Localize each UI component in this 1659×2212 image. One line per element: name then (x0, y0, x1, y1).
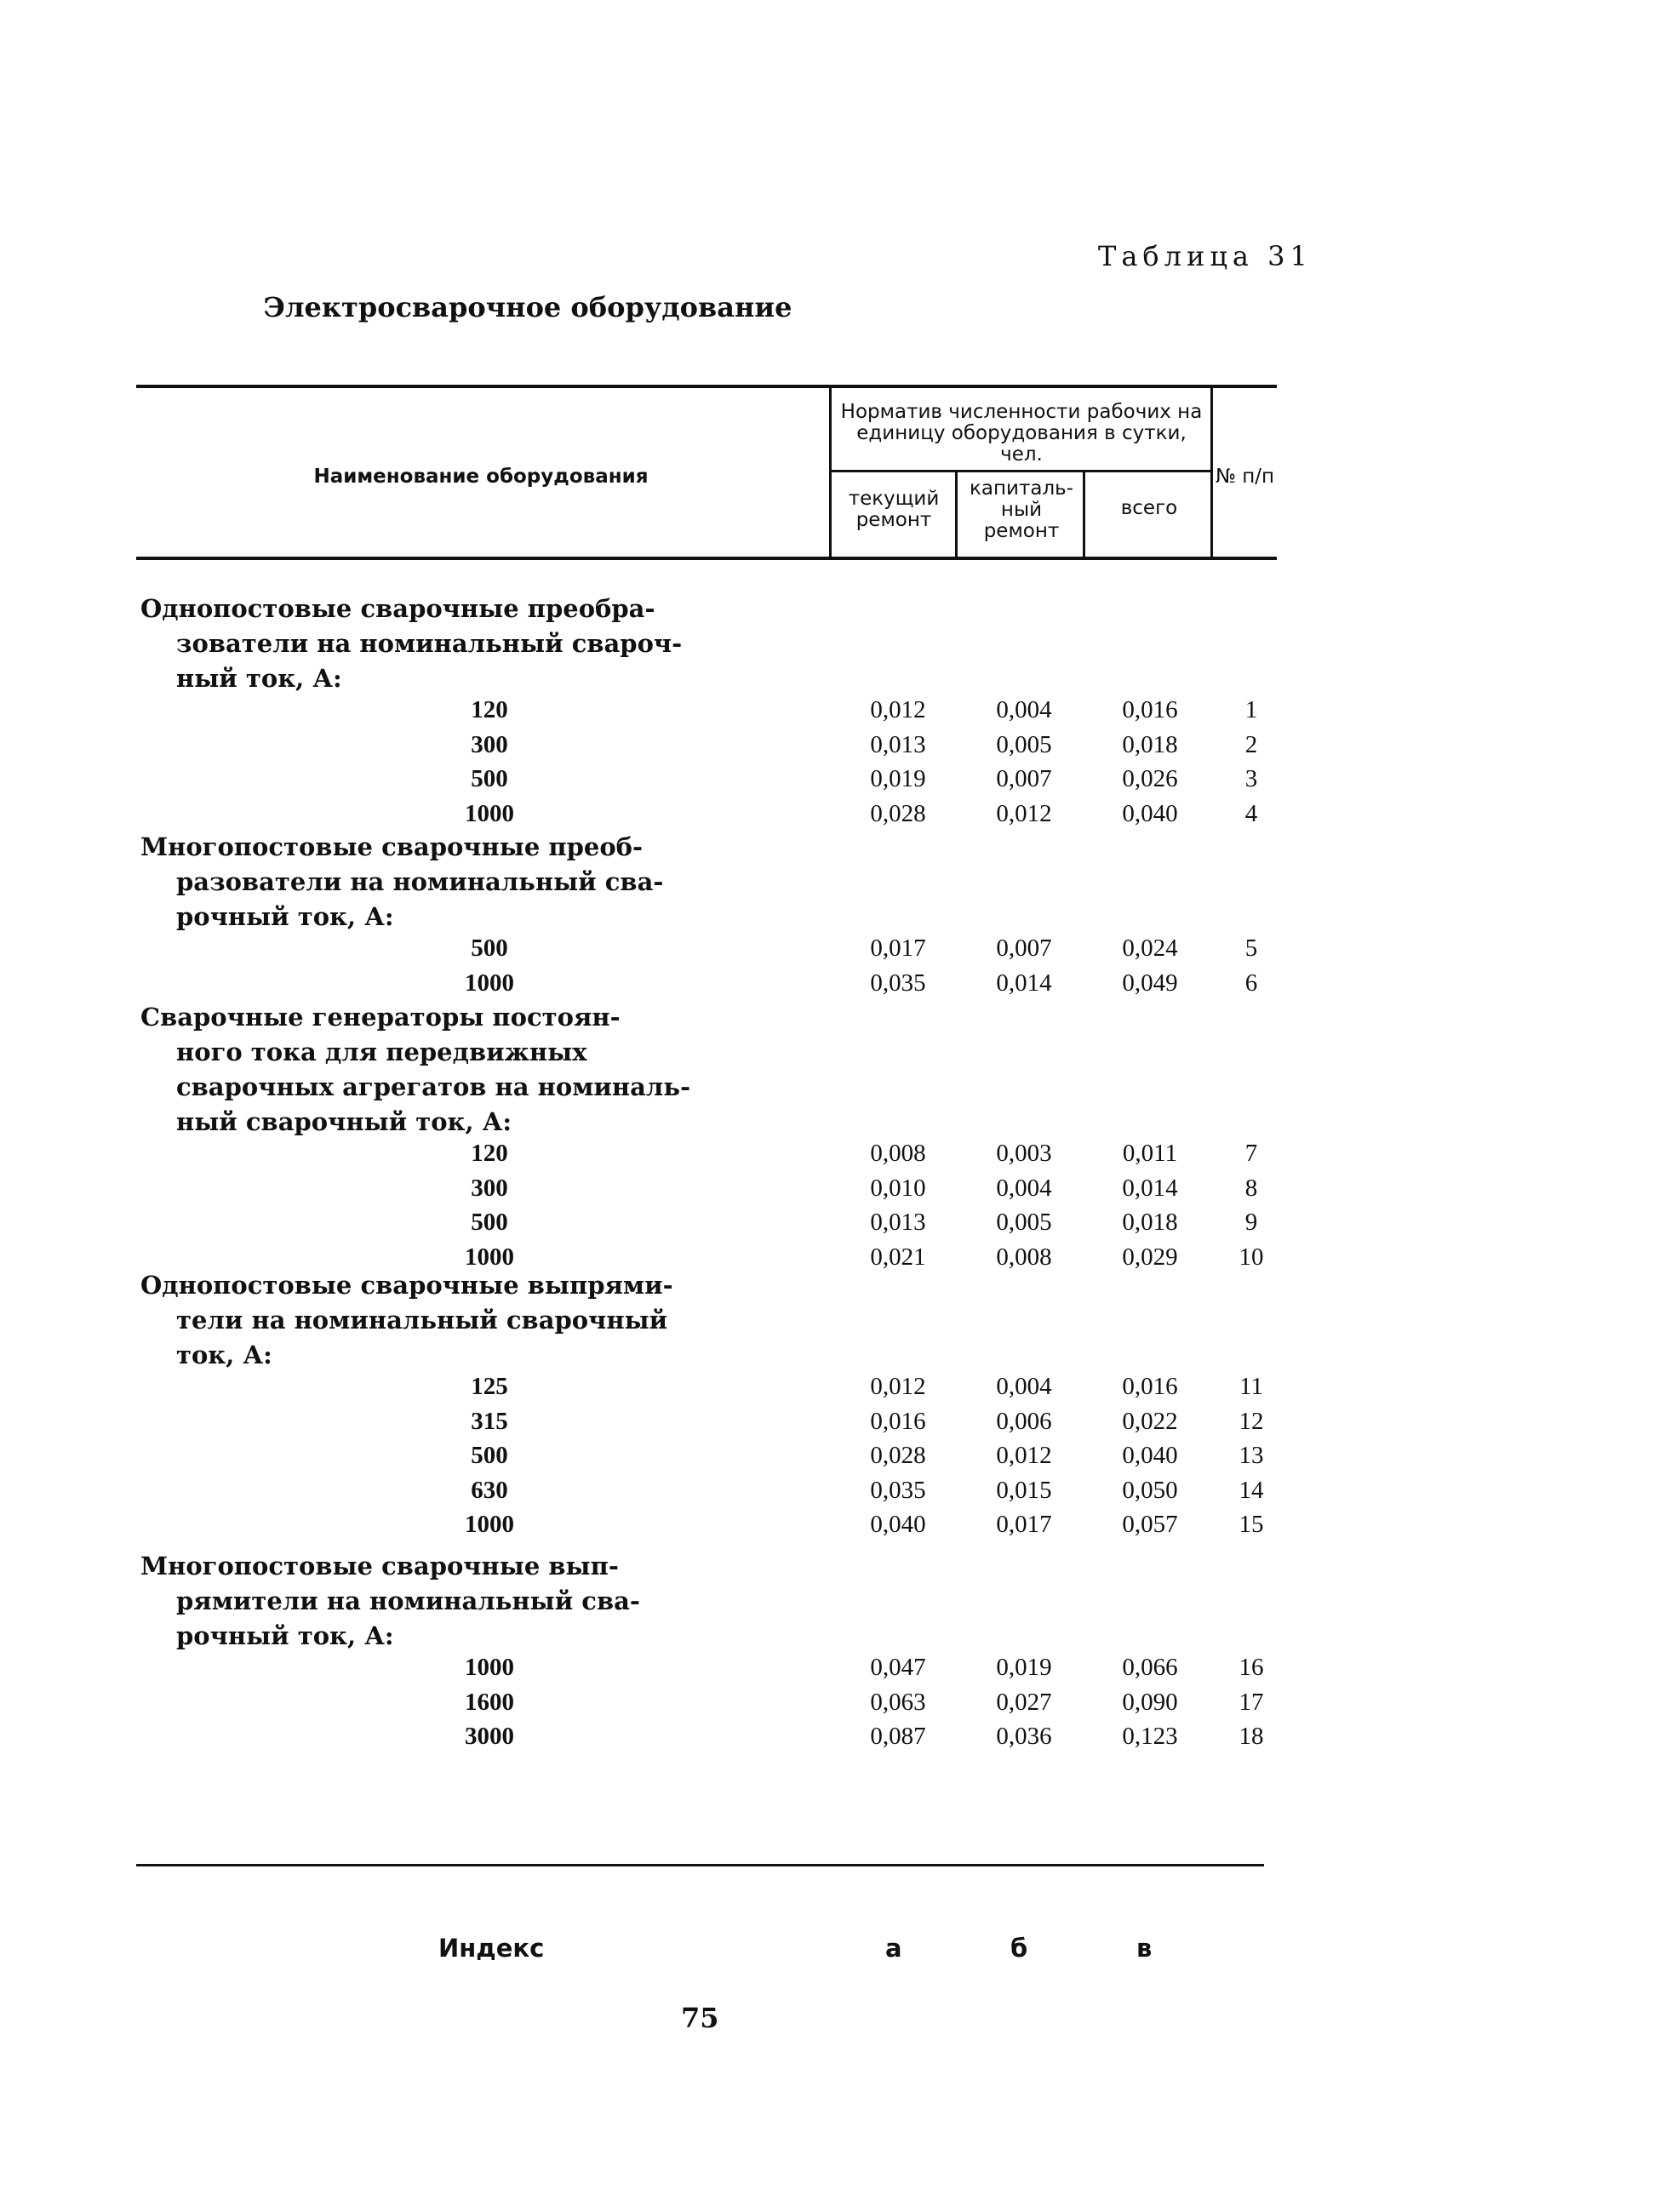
page-title: Электросварочное оборудование (263, 291, 792, 323)
header-mid-rule (830, 470, 1213, 472)
current-repair-value: 0,040 (870, 1511, 926, 1538)
row-number: 16 (1239, 1654, 1264, 1681)
total-value: 0,040 (1122, 1442, 1178, 1469)
group-heading-line: сварочных агрегатов на номиналь- (176, 1072, 691, 1101)
current-rating: 630 (471, 1476, 508, 1504)
total-value: 0,040 (1122, 799, 1178, 827)
row-number: 10 (1239, 1243, 1264, 1271)
current-repair-value: 0,028 (870, 799, 926, 827)
table-row (0, 765, 1659, 799)
group-heading (140, 1549, 640, 1654)
row-number: 11 (1239, 1373, 1263, 1400)
current-rating: 1000 (465, 1511, 514, 1538)
row-number: 6 (1244, 969, 1258, 997)
group-heading-line: Многопостовые сварочные вып- (140, 1552, 619, 1580)
index-b: б (1010, 1934, 1028, 1963)
current-rating: 300 (471, 730, 508, 758)
table-row (0, 731, 1659, 765)
current-repair-value: 0,021 (870, 1243, 926, 1271)
current-rating: 1000 (465, 1243, 514, 1271)
header-divider (829, 385, 832, 558)
total-value: 0,018 (1122, 1209, 1178, 1236)
current-repair-value: 0,016 (870, 1407, 926, 1435)
current-repair-value: 0,019 (870, 765, 926, 792)
capital-repair-value: 0,036 (996, 1723, 1052, 1750)
current-rating: 1000 (465, 799, 514, 827)
capital-repair-value: 0,008 (996, 1243, 1052, 1271)
column-header-name: Наименование оборудования (313, 466, 649, 488)
table-row (0, 1140, 1659, 1174)
table-row (0, 1723, 1659, 1757)
row-number: 2 (1244, 730, 1258, 758)
total-value: 0,050 (1122, 1476, 1178, 1504)
total-value: 0,018 (1122, 730, 1178, 758)
row-number: 4 (1244, 799, 1258, 827)
row-number: 13 (1239, 1442, 1264, 1469)
current-repair-value: 0,012 (870, 1373, 926, 1400)
current-repair-value: 0,012 (870, 696, 926, 723)
group-heading-line: Однопостовые сварочные выпрями- (140, 1271, 673, 1300)
capital-repair-value: 0,015 (996, 1476, 1052, 1504)
capital-repair-value: 0,004 (996, 1174, 1052, 1202)
current-repair-value: 0,028 (870, 1442, 926, 1469)
header-bottom-rule (136, 557, 1277, 560)
table-row (0, 1408, 1659, 1442)
current-repair-value: 0,008 (870, 1140, 926, 1167)
total-value: 0,090 (1122, 1688, 1178, 1716)
current-repair-value: 0,013 (870, 1209, 926, 1236)
total-value: 0,049 (1122, 969, 1178, 997)
row-number: 5 (1244, 935, 1258, 962)
group-heading (140, 1000, 691, 1140)
total-value: 0,057 (1122, 1511, 1178, 1538)
group-heading-line: ного тока для передвижных (176, 1037, 587, 1066)
row-number: 14 (1239, 1476, 1264, 1504)
total-value: 0,022 (1122, 1407, 1178, 1435)
table-row (0, 1689, 1659, 1723)
group-heading-line: Сварочные генераторы постоян- (140, 1003, 621, 1032)
capital-repair-value: 0,005 (996, 730, 1052, 758)
total-value: 0,016 (1122, 696, 1178, 723)
table-row (0, 1209, 1659, 1243)
row-number: 3 (1244, 765, 1258, 792)
total-value: 0,014 (1122, 1174, 1178, 1202)
current-rating: 315 (471, 1407, 508, 1435)
row-number: 1 (1244, 696, 1258, 723)
column-header-number: № п/п (1215, 466, 1275, 488)
current-rating: 1000 (465, 969, 514, 997)
row-number: 8 (1244, 1174, 1258, 1202)
capital-repair-value: 0,005 (996, 1209, 1052, 1236)
table-row (0, 1373, 1659, 1407)
current-repair-value: 0,063 (870, 1688, 926, 1716)
capital-repair-value: 0,027 (996, 1688, 1052, 1716)
current-rating: 120 (471, 1140, 508, 1167)
current-repair-value: 0,017 (870, 935, 926, 962)
table-label: Таблица 31 (1098, 240, 1313, 272)
index-c: в (1136, 1934, 1153, 1963)
total-value: 0,123 (1122, 1723, 1178, 1750)
table-row (0, 969, 1659, 1003)
current-rating: 1600 (465, 1688, 514, 1716)
current-repair-value: 0,010 (870, 1174, 926, 1202)
capital-repair-value: 0,012 (996, 1442, 1052, 1469)
capital-repair-value: 0,007 (996, 935, 1052, 962)
current-rating: 3000 (465, 1723, 514, 1750)
group-heading-line: Многопостовые сварочные преоб- (140, 832, 644, 861)
column-header-total: всего (1120, 497, 1178, 519)
total-value: 0,029 (1122, 1243, 1178, 1271)
capital-repair-value: 0,019 (996, 1654, 1052, 1681)
group-heading (140, 1268, 673, 1373)
group-heading-line: ный ток, А: (176, 664, 342, 693)
current-rating: 125 (471, 1373, 508, 1400)
table-row (0, 935, 1659, 969)
total-value: 0,026 (1122, 765, 1178, 792)
row-number: 7 (1244, 1140, 1258, 1167)
table-row (0, 800, 1659, 834)
capital-repair-value: 0,004 (996, 696, 1052, 723)
total-value: 0,016 (1122, 1373, 1178, 1400)
row-number: 17 (1239, 1688, 1264, 1716)
current-rating: 500 (471, 1209, 508, 1236)
current-repair-value: 0,013 (870, 730, 926, 758)
group-heading (140, 830, 664, 935)
group-heading (140, 592, 683, 696)
group-heading-line: зователи на номинальный свароч- (176, 629, 683, 658)
table-row (0, 1175, 1659, 1209)
column-header-norm: Норматив численности рабочих на единицу оборудования в сутки, чел. (840, 401, 1203, 466)
index-label: Индекс (438, 1934, 545, 1963)
current-repair-value: 0,047 (870, 1654, 926, 1681)
current-rating: 500 (471, 765, 508, 792)
group-heading-line: рочный ток, А: (176, 902, 394, 931)
table-row (0, 1477, 1659, 1511)
table-end-rule (136, 1864, 1264, 1866)
current-rating: 120 (471, 696, 508, 723)
total-value: 0,024 (1122, 935, 1178, 962)
table-row (0, 1442, 1659, 1476)
current-rating: 1000 (465, 1654, 514, 1681)
row-number: 12 (1239, 1407, 1264, 1435)
total-value: 0,066 (1122, 1654, 1178, 1681)
page-number: 75 (681, 2002, 719, 2034)
group-heading-line: рямители на номинальный сва- (176, 1586, 640, 1615)
header-divider (1083, 471, 1085, 558)
group-heading-line: ток, А: (176, 1340, 272, 1369)
capital-repair-value: 0,004 (996, 1373, 1052, 1400)
capital-repair-value: 0,006 (996, 1407, 1052, 1435)
header-top-rule (136, 385, 1277, 388)
current-repair-value: 0,035 (870, 1476, 926, 1504)
capital-repair-value: 0,017 (996, 1511, 1052, 1538)
current-repair-value: 0,035 (870, 969, 926, 997)
current-rating: 500 (471, 1442, 508, 1469)
group-heading-line: тели на номинальный сварочный (176, 1306, 668, 1335)
total-value: 0,011 (1122, 1140, 1178, 1167)
index-a: а (885, 1934, 902, 1963)
column-header-current: текущий ремонт (848, 488, 940, 531)
row-number: 18 (1239, 1723, 1264, 1750)
current-rating: 300 (471, 1174, 508, 1202)
group-heading-line: ный сварочный ток, А: (176, 1107, 512, 1136)
header-divider (955, 471, 958, 558)
group-heading-line: разователи на номинальный сва- (176, 867, 664, 896)
capital-repair-value: 0,007 (996, 765, 1052, 792)
capital-repair-value: 0,003 (996, 1140, 1052, 1167)
current-repair-value: 0,087 (870, 1723, 926, 1750)
group-heading-line: Однопостовые сварочные преобра- (140, 594, 655, 623)
row-number: 9 (1244, 1209, 1258, 1236)
column-header-capital: капиталь- ный ремонт (969, 477, 1074, 542)
capital-repair-value: 0,012 (996, 799, 1052, 827)
capital-repair-value: 0,014 (996, 969, 1052, 997)
table-row (0, 696, 1659, 730)
group-heading-line: рочный ток, А: (176, 1621, 394, 1650)
row-number: 15 (1239, 1511, 1264, 1538)
table-row (0, 1511, 1659, 1545)
table-row (0, 1654, 1659, 1688)
current-rating: 500 (471, 935, 508, 962)
